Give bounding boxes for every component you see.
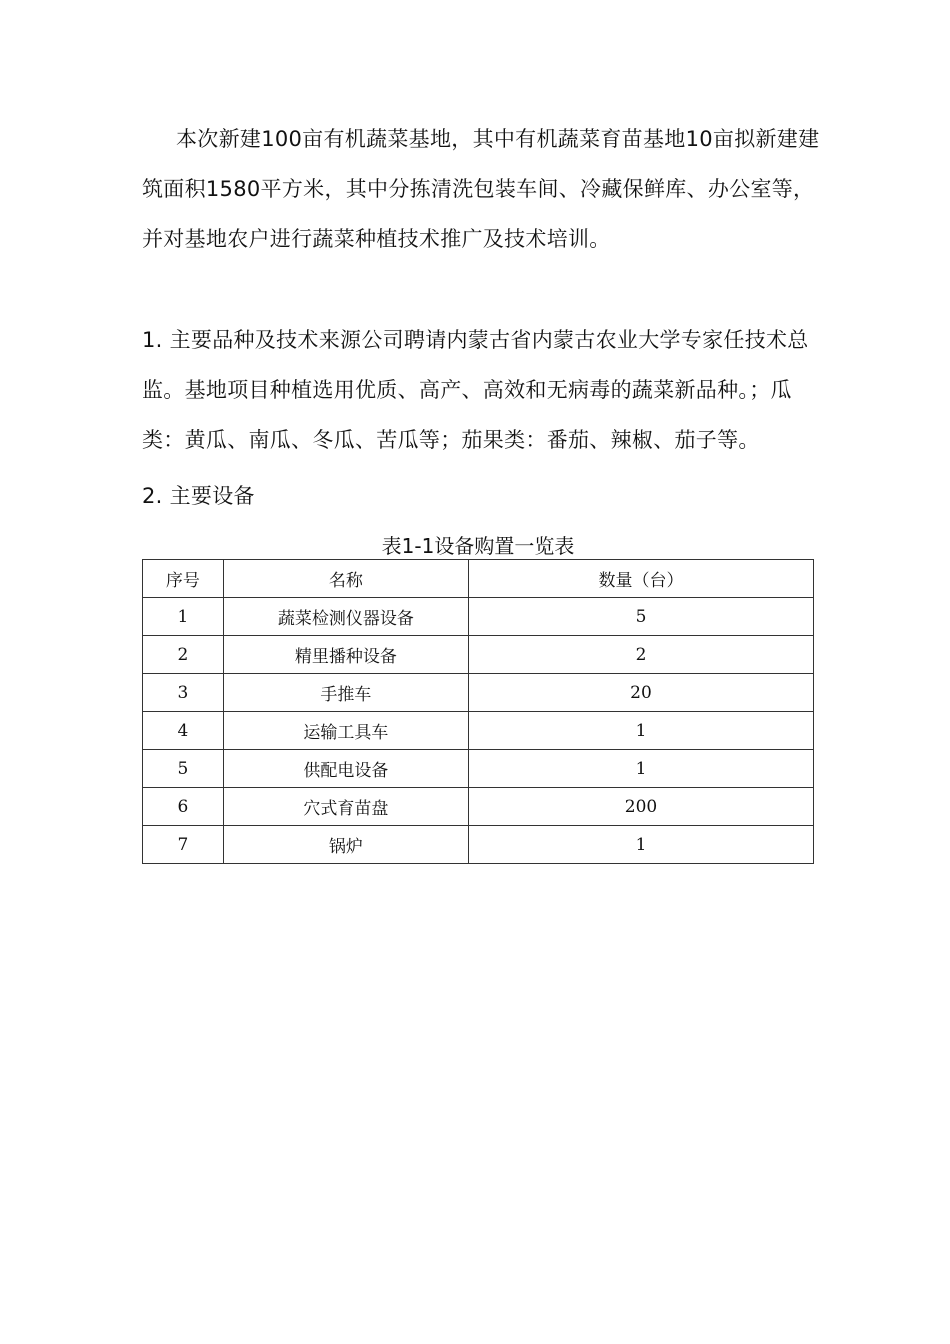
table-row xyxy=(143,674,814,712)
table-header-row xyxy=(143,560,814,598)
header-quantity: 数量（台） xyxy=(469,560,814,598)
cell-name: 精里播种设备 xyxy=(223,636,468,674)
table-row xyxy=(143,598,814,636)
cell-index: 4 xyxy=(143,712,224,750)
table-row xyxy=(143,826,814,864)
cell-name: 供配电设备 xyxy=(223,750,468,788)
cell-name: 锅炉 xyxy=(223,826,468,864)
table-row xyxy=(143,750,814,788)
table-caption: 表1-1设备购置一览表 xyxy=(381,534,575,558)
header-name: 名称 xyxy=(223,560,468,598)
cell-quantity: 2 xyxy=(469,636,814,674)
cell-name: 蔬菜检测仪器设备 xyxy=(223,598,468,636)
intro-paragraph: 本次新建100亩有机蔬菜基地，其中有机蔬菜育苗基地10亩拟新建建筑面积1580平方米，其中分拣清洗包装车间、冷藏保鲜库、办公室等，并对基地农户进行蔬菜种植技术推广及技术培训。 xyxy=(142,127,820,251)
cell-quantity: 1 xyxy=(469,712,814,750)
cell-quantity: 20 xyxy=(469,674,814,712)
cell-name: 穴式育苗盘 xyxy=(223,788,468,826)
cell-index: 3 xyxy=(143,674,224,712)
cell-index: 6 xyxy=(143,788,224,826)
cell-index: 2 xyxy=(143,636,224,674)
table-row xyxy=(143,712,814,750)
cell-name: 手推车 xyxy=(223,674,468,712)
header-index: 序号 xyxy=(143,560,224,598)
cell-quantity: 1 xyxy=(469,826,814,864)
cell-index: 7 xyxy=(143,826,224,864)
table-row xyxy=(143,636,814,674)
varieties-paragraph: 1. 主要品种及技术来源公司聘请内蒙古省内蒙古农业大学专家任技术总监。基地项目种植选用优质、高产、高效和无病毒的蔬菜新品种。；瓜类：黄瓜、南瓜、冬瓜、苦瓜等；茄果类：番茄、辣椒、茄子等。 xyxy=(142,328,809,452)
equipment-heading: 2. 主要设备 xyxy=(142,484,255,508)
cell-index: 1 xyxy=(143,598,224,636)
cell-quantity: 5 xyxy=(469,598,814,636)
cell-name: 运输工具车 xyxy=(223,712,468,750)
cell-quantity: 200 xyxy=(469,788,814,826)
cell-index: 5 xyxy=(143,750,224,788)
table-row xyxy=(143,788,814,826)
cell-quantity: 1 xyxy=(469,750,814,788)
equipment-table xyxy=(142,559,814,864)
